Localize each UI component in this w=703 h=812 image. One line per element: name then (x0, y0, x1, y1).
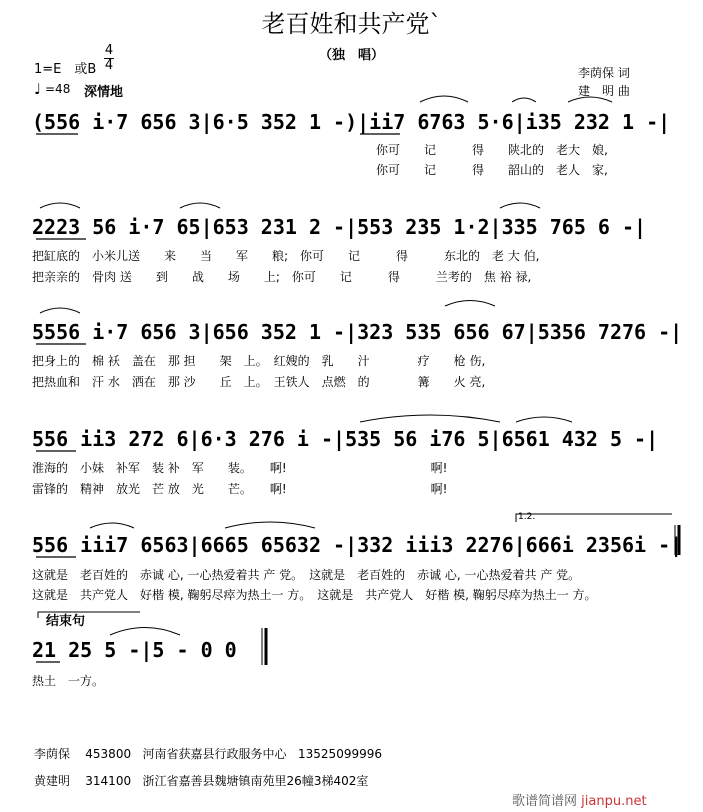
staff-3-lyric-2: 把热血和 汗 水 洒在 那 沙 丘 上。 王铁人 点燃 的 篝 火 亮, (32, 375, 486, 389)
song-title: 老百姓和共产党` (261, 10, 442, 38)
staff-1-lyric-1: 你可 记 得 陕北的 老大 娘, (376, 143, 608, 157)
tempo-marking: =48 (45, 82, 71, 96)
volta-label: 1.2. (518, 512, 536, 522)
time-signature (104, 44, 114, 73)
performance-type: （独 唱） (318, 48, 384, 63)
contact-name: 黄建明 (34, 774, 71, 788)
staff-4-notes: 556 ii3 272 6|6·3 276 i -|535 56 i76 5|6561 432 5 -| (32, 427, 659, 451)
composer-credit: 建 明 曲 (578, 84, 630, 98)
lyricist-credit: 李荫保 词 (578, 66, 630, 80)
slur-mark (500, 203, 540, 208)
staff-5-notes: 556 iii7 6563|6665 65632 -|332 iii3 2276|666i 2356i -| (32, 533, 683, 557)
ending-label: 结束句 (46, 614, 86, 629)
volta-bracket (516, 514, 672, 522)
staff-1-lyric-2: 你可 记 得 韶山的 老人 家, (376, 163, 608, 177)
slur-mark (420, 96, 468, 102)
watermark-url: jianpu.net (581, 794, 647, 809)
contact-postcode: 453800 (85, 747, 132, 761)
slur-mark (40, 203, 80, 208)
time-signature-top: 4 (104, 43, 114, 58)
staff-5-lyric-1: 这就是 老百姓的 赤诚 心, 一心热爱着共 产 党。 这就是 老百姓的 赤诚 心, 一心热爱着共 产 党。 (32, 568, 581, 582)
contact-address: 河南省获嘉县行政服务中心 (142, 747, 287, 761)
ending-notes: 21 25 5 -|5 - 0 0 (32, 638, 237, 662)
staff-2-lyric-2: 把亲亲的 骨肉 送 到 战 场 上; 你可 记 得 兰考的 焦 裕 禄, (32, 270, 532, 284)
slur-mark (516, 417, 572, 422)
slur-mark (512, 98, 536, 102)
staff-4-lyric-2: 雷锋的 精神 放光 芒 放 光 芒。 啊! 啊! (32, 482, 448, 496)
slur-mark (360, 415, 500, 422)
contact-name: 李荫保 (34, 747, 71, 761)
slur-mark (40, 308, 80, 313)
staff-3-notes: 5556 i·7 656 3|656 352 1 -|323 535 656 67|5356 7276 -| (32, 320, 683, 344)
contact-row (34, 772, 368, 789)
key-signature: 1=E 或B (34, 62, 97, 77)
watermark (512, 790, 647, 809)
slur-mark (90, 523, 134, 528)
expression-marking: 深情地 (84, 85, 124, 100)
watermark-site: 歌谱简谱网 (512, 794, 578, 809)
slur-mark (445, 301, 495, 307)
staff-2-lyric-1: 把缸底的 小米儿送 来 当 军 粮; 你可 记 得 东北的 老 大 伯, (32, 249, 540, 263)
ending-lyric: 热土 一方。 (32, 674, 105, 688)
staff-2-notes: 2223 56 i·7 65|653 231 2 -|553 235 1·2|335 765 6 -| (32, 215, 647, 239)
contact-address: 浙江省嘉善县魏塘镇南苑里26幢3梯402室 (142, 774, 369, 788)
contact-postcode: 314100 (85, 774, 132, 788)
contact-phone: 13525099996 (298, 747, 382, 761)
staff-5-lyric-2: 这就是 共产党人 好楷 模, 鞠躬尽瘁为热土一 方。 这就是 共产党人 好楷 模, 鞠躬尽瘁为热土一 方。 (32, 588, 597, 602)
staff-1-notes: (556 i·7 656 3|6·5 352 1 -)|ii7 6763 5·6|i35 232 1 -| (32, 110, 671, 134)
quarter-note-icon: ♩ (34, 80, 42, 98)
staff-3-lyric-1: 把身上的 棉 袄 盖在 那 担 架 上。 红嫂的 乳 汁 疗 枪 伤, (32, 354, 486, 368)
staff-4-lyric-1: 淮海的 小妹 补军 装 补 军 装。 啊! 啊! (32, 461, 448, 475)
slur-mark (180, 203, 220, 208)
slur-mark (110, 628, 180, 636)
contact-row (34, 745, 382, 762)
slur-mark (225, 522, 315, 528)
time-signature-bottom: 4 (104, 58, 114, 73)
